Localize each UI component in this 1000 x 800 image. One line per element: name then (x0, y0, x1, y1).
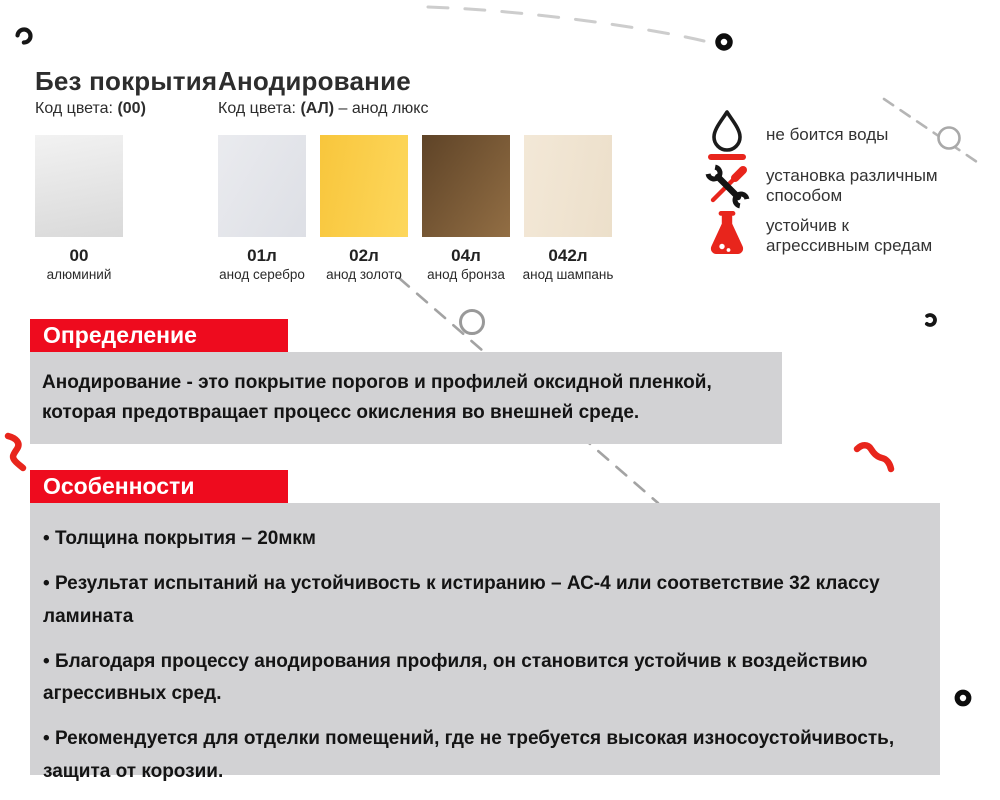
swatch-anod-champagne (524, 135, 612, 282)
feature-item: • Результат испытаний на устойчивость к истиранию – АС-4 или соответствие 32 классу ламината (43, 568, 920, 633)
uncoated-code-line (35, 100, 217, 118)
color-swatch (35, 135, 123, 237)
anodizing-header (218, 66, 428, 118)
code-suffix: – анод люкс (338, 100, 429, 117)
tools-icon (703, 163, 751, 209)
donut-mark-icon (957, 692, 969, 704)
swatch-name: анод шампань (522, 267, 614, 282)
color-swatch (320, 135, 408, 237)
definition-heading: Определение (43, 322, 197, 348)
swatch-code: 042л (548, 246, 588, 265)
swatch-name: алюминий (46, 267, 112, 282)
feature-item: • Толщина покрытия – 20мкм (43, 523, 920, 555)
swatch-anod-silver (218, 135, 306, 282)
swatch-code: 04л (451, 246, 481, 265)
color-swatch (524, 135, 612, 237)
swatch-aluminium (35, 135, 123, 282)
benefit-chemical (703, 210, 976, 262)
benefit-label: не боится воды (766, 124, 889, 144)
red-squiggle-icon (8, 436, 23, 468)
features-heading: Особенности (43, 473, 195, 499)
anodizing-title: Анодирование (218, 66, 411, 96)
color-swatch (422, 135, 510, 237)
anodizing-code-line (218, 100, 428, 118)
red-squiggle-icon (857, 445, 891, 469)
circle-mark-icon (461, 311, 484, 334)
benefit-water (703, 108, 946, 162)
benefit-label: установка различным способом (766, 165, 938, 205)
code-label: Код цвета: (35, 100, 113, 117)
donut-mark-icon (718, 36, 730, 48)
definition-heading-banner (30, 319, 288, 352)
color-swatch (218, 135, 306, 237)
code-value: (00) (117, 100, 146, 117)
crescent-mark-icon (923, 313, 937, 327)
feature-item: • Рекомендуется для отделки помещений, где не требуется высокая износоустойчивость, защита от корозии. (43, 723, 920, 788)
swatch-name: анод бронза (427, 267, 505, 282)
water-drop-icon (703, 108, 751, 162)
crescent-mark-icon (17, 29, 31, 43)
feature-item: • Благодаря процессу анодирования профиля, он становится устойчив к воздействию агрессивных сред. (43, 646, 920, 711)
benefit-label: устойчив к агрессивным средам (766, 215, 933, 255)
swatch-code: 02л (349, 246, 379, 265)
swatch-name: анод серебро (219, 267, 305, 282)
definition-text: Анодирование - это покрытие порогов и профилей оксидной пленкой, которая предотвращает процесс окисления во внешней среде. (42, 372, 712, 424)
definition-panel (30, 352, 782, 444)
benefit-installation (703, 163, 976, 209)
features-heading-banner (30, 470, 288, 503)
swatch-code: 00 (69, 246, 89, 265)
code-value: (АЛ) (300, 100, 335, 117)
swatch-anod-bronze (422, 135, 510, 282)
uncoated-title: Без покрытия (35, 66, 218, 96)
swatch-anod-gold (320, 135, 408, 282)
swatch-code: 01л (247, 246, 277, 265)
features-panel (30, 503, 940, 782)
flask-icon (703, 210, 751, 262)
dashed-line (428, 7, 704, 41)
code-label: Код цвета: (218, 100, 296, 117)
swatch-name: анод золото (326, 267, 402, 282)
uncoated-header (35, 66, 217, 118)
